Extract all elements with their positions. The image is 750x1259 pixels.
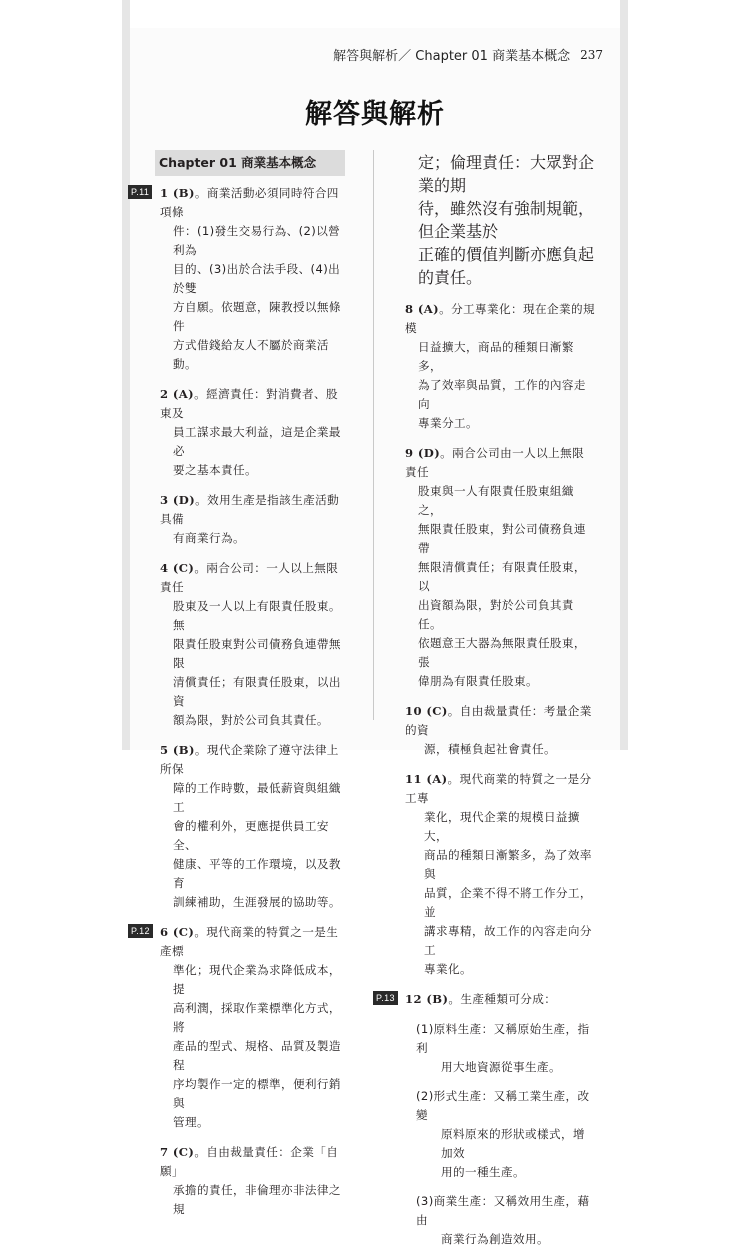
answer-entry [155,741,345,912]
answer-first-line [405,702,596,740]
answer-line: 專業分工。 [418,416,478,430]
answer-text: 。經濟責任：對消費者、股東及 [160,387,339,420]
answer-number: 1 (B) [160,186,195,200]
answer-entry [155,1143,345,1219]
answer-line: 有商業行為。 [173,531,245,545]
answer-text: 。現代商業的特質之一是生產標 [160,925,339,958]
header-text: 解答與解析／ Chapter 01 商業基本概念 [333,49,571,64]
answer-number: 4 (C) [160,561,195,575]
answer-first-line [160,184,345,222]
answer-first-line [160,385,345,423]
answer-number: 5 (B) [160,743,195,757]
answer-line: 產品的型式、規格、品質及製造程 [173,1039,341,1072]
answer-text: 。兩合公司：一人以上無限責任 [160,561,339,594]
answer-line: 員工謀求最大利益，這是企業最必 [173,425,341,458]
answer-line: 高利潤，採取作業標準化方式，將 [173,1001,341,1034]
answer-line: 依題意王大器為無限責任股東，張 [418,636,586,669]
answer-text: 。兩合公司由一人以上無限責任 [405,446,585,479]
answer-first-line [160,741,345,779]
answer-line: 無限清償責任；有限責任股東，以 [418,560,586,593]
answer-line: 目的、(3)出於合法手段、(4)出於雙 [173,262,341,295]
answer-line: 品質，企業不得不將工作分工，並 [424,886,592,919]
sub-item-label: (2)形式生產：又稱工業生產，改變 [416,1089,590,1122]
answer-entry [131,923,345,1132]
continuation-line: 定；倫理責任：大眾對企業的期 [418,153,595,195]
sub-item [416,1192,596,1249]
answer-line: 商品的種類日漸繁多，為了效率與 [424,848,592,881]
continuation-line: 正確的價值判斷亦應負起的責任。 [418,245,595,287]
sub-item-line: 商業行為創造效用。 [441,1232,549,1246]
page-number: 237 [580,47,603,62]
answer-line: 股東與一人有限責任股東組織之， [418,484,574,517]
answer-line: 限責任股東對公司債務負連帶無限 [173,637,341,670]
left-column [131,150,345,1230]
answer-first-line [160,1143,345,1181]
answer-line: 方自願。依題意，陳教授以無條件 [173,300,341,333]
answer-line: 偉朋為有限責任股東。 [418,674,538,688]
sub-item-line: 用的一種生產。 [441,1165,525,1179]
answer-number: 6 (C) [160,925,195,939]
answer-entry [400,770,596,979]
answer-line: 日益擴大，商品的種類日漸繁多， [418,340,574,373]
answer-line: 出資額為限，對於公司負其責任。 [418,598,574,631]
answer-line: 件：(1)發生交易行為、(2)以營利為 [173,224,341,257]
answer-entry [376,990,596,1009]
answer-text: 。自由裁量責任：企業「自願」 [160,1145,339,1178]
answer-number: 9 (D) [405,446,441,460]
answer-text: 。現代商業的特質之一是分工專 [405,772,592,805]
answer-entry [131,184,345,374]
answer-first-line [405,990,596,1009]
running-header [333,45,603,64]
chapter-heading: Chapter 01 商業基本概念 [155,150,345,176]
answer-entry [155,385,345,480]
answer-line: 清償責任；有限責任股東，以出資 [173,675,341,708]
sub-item [416,1087,596,1182]
answer-entry [400,702,596,759]
answer-number: 2 (A) [160,387,195,401]
sub-item-label: (3)商業生產：又稱效用生產，藉由 [416,1194,590,1227]
answer-first-line [160,491,345,529]
answer-number: 12 (B) [405,992,449,1006]
answer-line: 準化；現代企業為求降低成本，提 [173,963,341,996]
answer-line: 訓練補助，生涯發展的協助等。 [173,895,341,909]
answer-text: 。分工專業化：現在企業的規模 [405,302,595,335]
page-ref-tag: P.13 [373,991,398,1005]
answer-text: 。生產種類可分成： [448,992,557,1006]
answer-line: 業化，現代企業的規模日益擴大， [424,810,580,843]
page-ref-tag: P.12 [128,924,153,938]
answer-line: 講求專精，故工作的內容走向分工 [424,924,592,957]
answer-first-line [405,770,596,808]
answer-number: 7 (C) [160,1145,195,1159]
answer-first-line [405,444,596,482]
answer-line: 額為限，對於公司負其責任。 [173,713,329,727]
answer-number: 10 (C) [405,704,448,718]
answer-line: 序均製作一定的標準，便利行銷與 [173,1077,341,1110]
answer-line: 股東及一人以上有限責任股東。無 [173,599,341,632]
continuation-line: 待，雖然沒有強制規範，但企業基於 [418,199,595,241]
answer-line: 障的工作時數，最低薪資與組織工 [173,781,341,814]
answer-number: 11 (A) [405,772,448,786]
answer-line: 源，積極負起社會責任。 [424,742,556,756]
answer-line: 會的權利外，更應提供員工安全、 [173,819,329,852]
sub-item-line: 用大地資源從事生產。 [441,1060,561,1074]
answer-entry [155,559,345,730]
answer-line: 無限責任股東，對公司債務負連帶 [418,522,586,555]
answer-first-line [160,559,345,597]
answer-entry [400,444,596,691]
answer-text: 。自由裁量責任：考量企業的資 [405,704,592,737]
answer-line: 專業化。 [424,962,472,976]
answer-line: 管理。 [173,1115,209,1129]
right-column [376,150,596,1259]
page-title: 解答與解析 [305,99,445,130]
sub-item [416,1020,596,1077]
answer-text: 。現代企業除了遵守法律上所保 [160,743,339,776]
answer-line: 為了效率與品質，工作的內容走向 [418,378,586,411]
answer-text: 。商業活動必須同時符合四項條 [160,186,339,219]
answer-line: 健康、平等的工作環境，以及教育 [173,857,341,890]
answer-line: 方式借錢給友人不屬於商業活動。 [173,338,329,371]
answer-number: 3 (D) [160,493,196,507]
page-ref-tag: P.11 [128,185,152,199]
continuation-text [400,150,596,288]
answer-text: 。效用生產是指該生產活動具備 [160,493,340,526]
answer-entry [400,300,596,433]
column-divider [373,150,374,720]
answer-first-line [160,923,345,961]
answer-first-line [405,300,596,338]
sub-item-line: 原料原來的形狀或樣式，增加效 [441,1127,585,1160]
answer-entry [155,491,345,548]
answer-number: 8 (A) [405,302,440,316]
answer-line: 要之基本責任。 [173,463,257,477]
answer-line: 承擔的責任，非倫理亦非法律之規 [173,1183,341,1216]
sub-item-label: (1)原料生產：又稱原始生產，指利 [416,1022,590,1055]
